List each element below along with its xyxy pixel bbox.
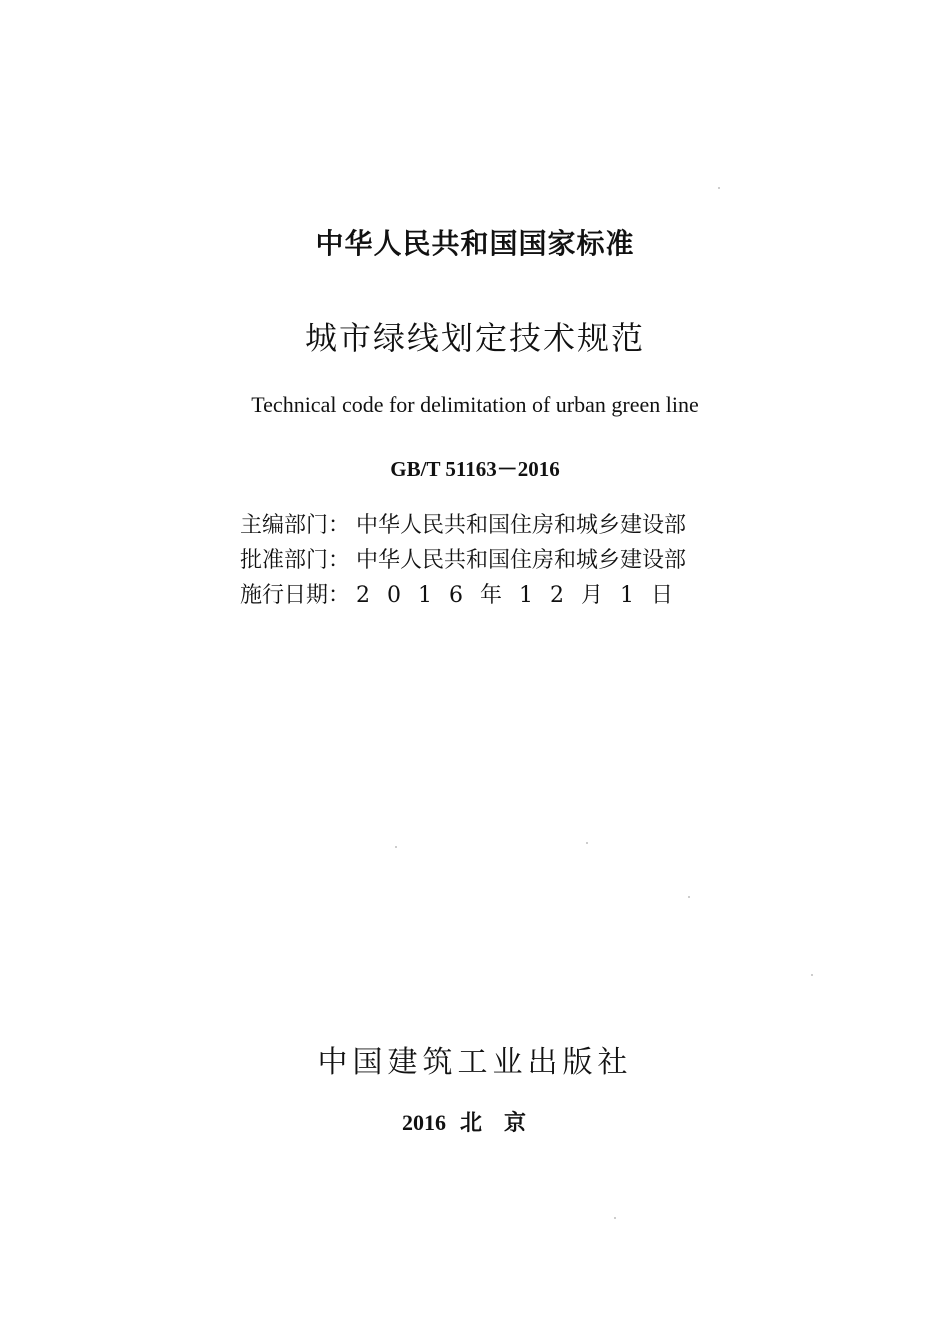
chief-editor-label: 主编部门： (240, 513, 351, 538)
chief-editor-row (240, 508, 720, 543)
scan-speck (614, 1217, 616, 1219)
standard-code: GB/T 51163－2016 (390, 457, 560, 481)
approver-label: 批准部门： (240, 548, 351, 573)
effective-date-label: 施行日期： (240, 583, 351, 608)
approver-row (240, 543, 720, 578)
scan-speck (718, 187, 720, 189)
scan-speck (688, 896, 690, 898)
english-title: Technical code for delimitation of urban green line (251, 392, 699, 417)
scan-speck (586, 842, 588, 844)
national-standard-heading: 中华人民共和国国家标准 (315, 227, 635, 260)
chief-editor-value: 中华人民共和国住房和城乡建设部 (356, 513, 687, 538)
publication-place (0, 1106, 950, 1137)
chinese-title: 城市绿线划定技术规范 (304, 319, 645, 357)
approver-value: 中华人民共和国住房和城乡建设部 (356, 548, 687, 573)
publication-metadata (240, 508, 720, 613)
effective-date-row (240, 578, 720, 613)
scan-speck (395, 846, 397, 848)
effective-date-value: 2016年12月1日 (356, 583, 690, 608)
publisher-name: 中国建筑工业出版社 (317, 1045, 633, 1080)
scan-speck (811, 974, 813, 976)
publication-year: 2016 (401, 1110, 446, 1135)
publication-city: 北京 (459, 1111, 548, 1136)
